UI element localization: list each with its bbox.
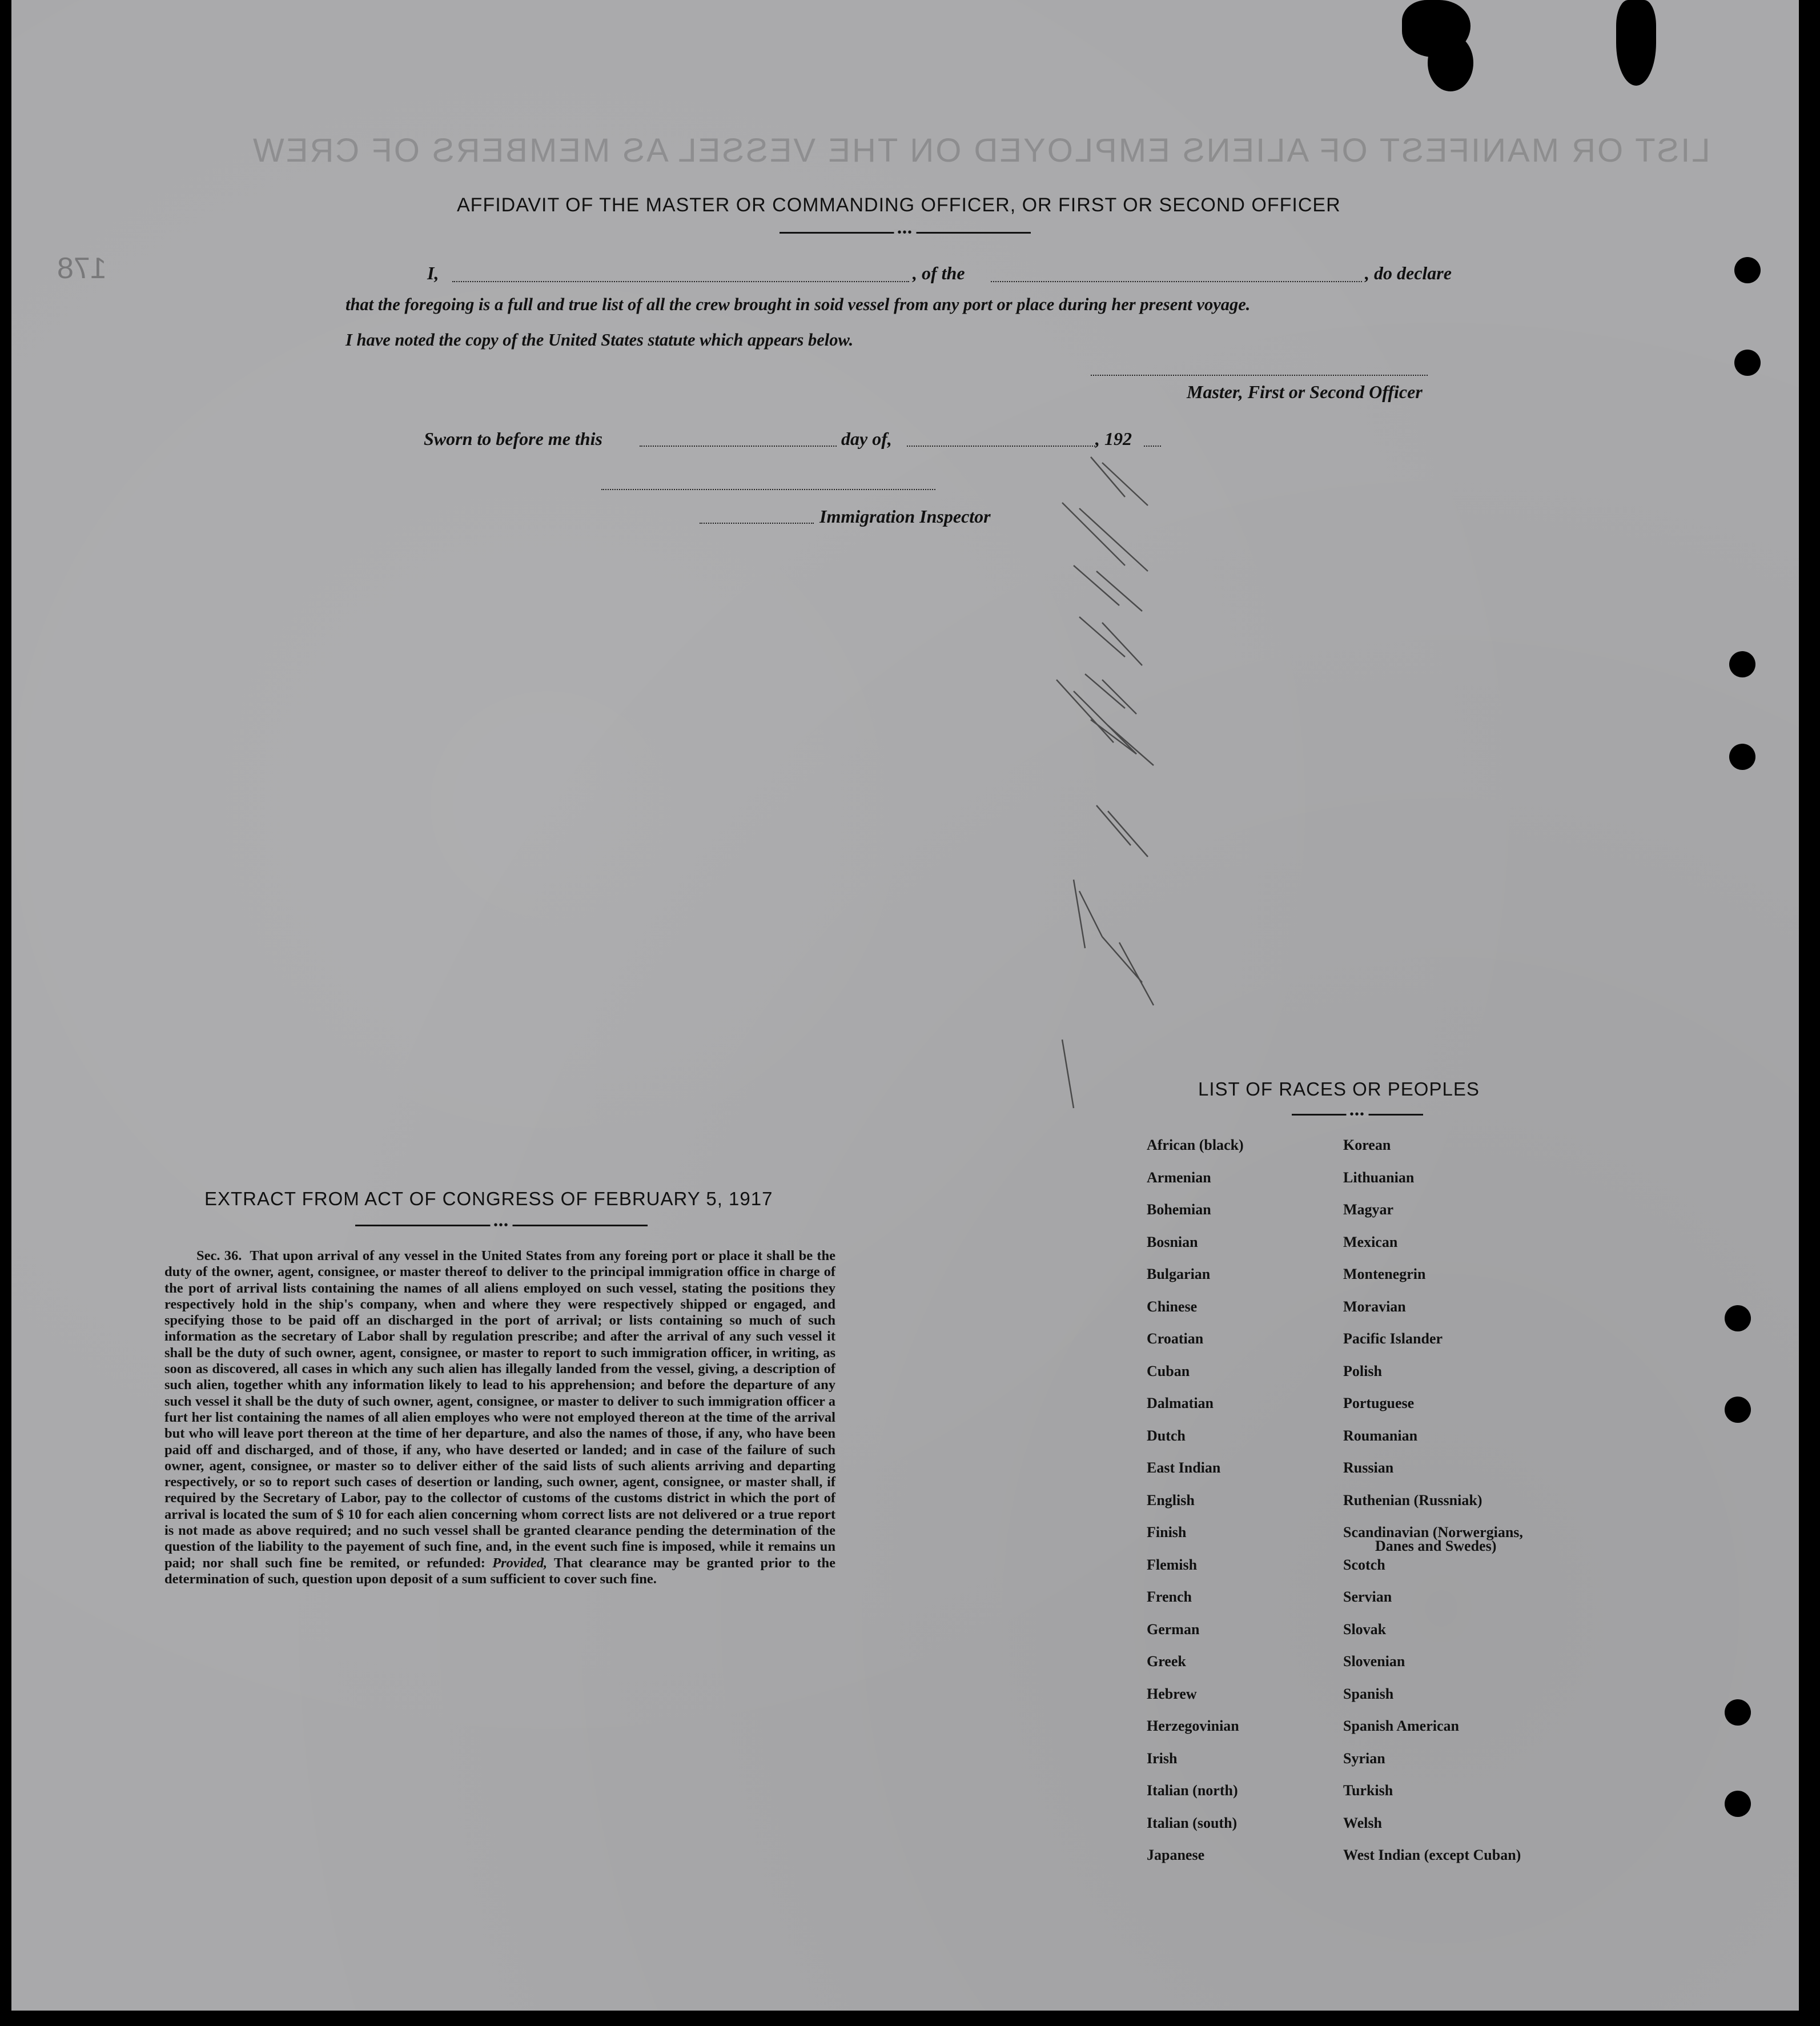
- extract-text-end: That clearance may be granted prior to the determination of such, question upon deposit of a sum sufficient to cover such fine.: [164, 1555, 835, 1587]
- race-item: Italian (south): [1147, 1814, 1238, 1831]
- punch-hole: [1725, 1397, 1751, 1423]
- punch-hole: [1725, 1791, 1751, 1817]
- affidavit-declare: , do declare: [1365, 263, 1452, 283]
- name-field[interactable]: [452, 281, 909, 282]
- race-item: Syrian: [1343, 1750, 1385, 1767]
- punch-hole: [1729, 651, 1755, 677]
- race-item: Dalmatian: [1147, 1395, 1214, 1411]
- punch-hole: [1725, 1305, 1751, 1331]
- punch-hole: [1734, 350, 1761, 376]
- extract-body: [164, 1248, 835, 1587]
- race-item: English: [1147, 1491, 1195, 1509]
- race-item: Armenian: [1147, 1169, 1211, 1186]
- races-title: LIST OF RACES OR PEOPLES: [1198, 1078, 1480, 1100]
- bleed-through-heading: LIST OR MANIFEST OF ALIENS EMPLOYED ON THE VESSEL AS MEMBERS OF CREW: [251, 132, 1710, 169]
- race-item: Scandinavian (Norwergians,: [1343, 1524, 1523, 1540]
- race-item: Irish: [1147, 1750, 1178, 1767]
- affidavit-title: AFFIDAVIT OF THE MASTER OR COMMANDING OFFICER, OR FIRST OR SECOND OFFICER: [457, 194, 1341, 216]
- race-item: Slovenian: [1343, 1653, 1405, 1670]
- race-item: Lithuanian: [1343, 1169, 1415, 1186]
- extract-text: That upon arrival of any vessel in the United States from any foreing port or place it shall be the duty of the owner, agent, consignee, or master thereof to deliver to the principal immigration office in charge of the port of arrival lists containing the names of all aliens employed on such vessel, stating the positions they respectively hold in the ship's company, when and where they were respectively shipped or engaged, and specifying those to be paid off an discharged in the port of arrival; or lists containing so much of such information as the secretary of Labor shall by regulation prescribe; and after the arrival of any such vessel it shall be the duty of such owner, agent, consignee, or master to report to such immigration officer, in writing, as soon as discovered, all cases in which any such alien has illegally landed from the vessel, giving, a description of such alien, together whith any information likely to lead to his apprehension; and before the departure of any such vessel it shall be the duty of such owner, agent, consignee, or master to deliver to such immigration officer a furt her list containing the names of all alien employes who were not employed thereon at the time of the arrival but who will leave port thereon at the time of her departure, and also the names of those, if any, who have been paid off and discharged, and of those, if any, who have deserted or landed; and in case of the failure of such owner, agent, consignee, or master so to deliver either of the said lists of such alients arriving and departing respectively, or so to report such cases of desertion or landing, such owner, agent, consignee, or master shall, if required by the Secretary of Labor, pay to the collector of customs of the customs district in which the port of arrival is located the sum of $ 10 for each alien concerning whom correct lists are not delivered or a true report is not made as above required; and no such vessel shall be granted clearance pending the determination of the question of the liability to the payement of such fine, and, in the event such fine is imposed, while it remains un paid; nor shall such fine be remited, or refunded:: [164, 1248, 836, 1571]
- race-item: Cuban: [1147, 1362, 1190, 1379]
- affidavit-line3: I have noted the copy of the United States statute which appears below.: [345, 330, 854, 350]
- affidavit-i: I,: [427, 263, 439, 283]
- race-item: Italian (north): [1147, 1782, 1238, 1799]
- race-item: Welsh: [1343, 1814, 1382, 1831]
- race-item: Ruthenian (Russniak): [1343, 1491, 1482, 1509]
- race-item: Bulgarian: [1147, 1266, 1211, 1282]
- race-item: French: [1147, 1588, 1192, 1605]
- race-item: Dutch: [1147, 1427, 1186, 1444]
- race-item: Turkish: [1343, 1782, 1393, 1799]
- inspector-label: Immigration Inspector: [819, 506, 991, 527]
- race-item: Finish: [1147, 1524, 1187, 1540]
- affidavit-title-rule: •••: [780, 232, 1031, 234]
- race-item: Bohemian: [1147, 1201, 1211, 1218]
- extract-title: EXTRACT FROM ACT OF CONGRESS OF FEBRUARY 5, 1917: [204, 1188, 773, 1209]
- affidavit-line2: that the foregoing is a full and true list of all the crew brought in soid vessel from any port or place during her present voyage.: [345, 295, 1251, 314]
- race-item: Polish: [1343, 1362, 1382, 1379]
- sworn-label: Sworn to before me this: [424, 428, 602, 449]
- race-item: Greek: [1147, 1653, 1186, 1670]
- race-item: Magyar: [1343, 1201, 1394, 1218]
- race-item: Servian: [1343, 1588, 1392, 1605]
- inspector-signature-field[interactable]: [601, 489, 935, 490]
- race-item: Chinese: [1147, 1298, 1198, 1315]
- race-item: Portuguese: [1343, 1395, 1415, 1411]
- affidavit-of-the: , of the: [913, 263, 965, 283]
- race-item: Scotch: [1343, 1556, 1385, 1573]
- vessel-field[interactable]: [991, 281, 1362, 282]
- race-item: German: [1147, 1620, 1200, 1638]
- race-item: West Indian (except Cuban): [1343, 1847, 1521, 1863]
- race-item: Herzegovinian: [1147, 1718, 1239, 1734]
- signature-label: Master, First or Second Officer: [1187, 382, 1423, 402]
- year-label: , 192: [1095, 428, 1132, 449]
- section-label: Sec. 36.: [196, 1248, 242, 1263]
- race-item: Hebrew: [1147, 1685, 1197, 1702]
- extract-title-rule: •••: [355, 1225, 648, 1226]
- race-item: Korean: [1343, 1137, 1391, 1153]
- faint-page-number: 178: [57, 252, 107, 285]
- race-item: Pacific Islander: [1343, 1330, 1443, 1347]
- pencil-tick-marks: [1039, 434, 1268, 1120]
- ink-stain: [1428, 34, 1473, 91]
- provided-label: Provided,: [492, 1555, 548, 1571]
- race-item-continuation: Danes and Swedes): [1375, 1538, 1497, 1554]
- race-item: African (black): [1147, 1137, 1244, 1153]
- race-item: Bosnian: [1147, 1233, 1198, 1250]
- race-item: Roumanian: [1343, 1427, 1418, 1444]
- race-item: Russian: [1343, 1459, 1394, 1476]
- inspector-leader: [700, 523, 814, 524]
- punch-hole: [1729, 744, 1755, 770]
- race-item: Japanese: [1147, 1847, 1205, 1863]
- ink-stain: [1616, 0, 1656, 86]
- race-item: Slovak: [1343, 1620, 1387, 1638]
- race-item: Flemish: [1147, 1556, 1198, 1573]
- sworn-day-field[interactable]: [640, 446, 837, 447]
- race-item: Spanish American: [1343, 1718, 1459, 1734]
- race-item: East Indian: [1147, 1459, 1221, 1476]
- punch-hole: [1725, 1699, 1751, 1726]
- races-title-rule: •••: [1292, 1114, 1423, 1116]
- race-item: Spanish: [1343, 1685, 1394, 1702]
- race-item: Mexican: [1343, 1233, 1398, 1250]
- signature-field[interactable]: [1091, 375, 1428, 376]
- punch-hole: [1734, 257, 1761, 283]
- race-item: Croatian: [1147, 1330, 1204, 1347]
- race-item: Montenegrin: [1343, 1266, 1426, 1282]
- race-item: Moravian: [1343, 1298, 1406, 1315]
- day-of-label: day of,: [841, 428, 892, 449]
